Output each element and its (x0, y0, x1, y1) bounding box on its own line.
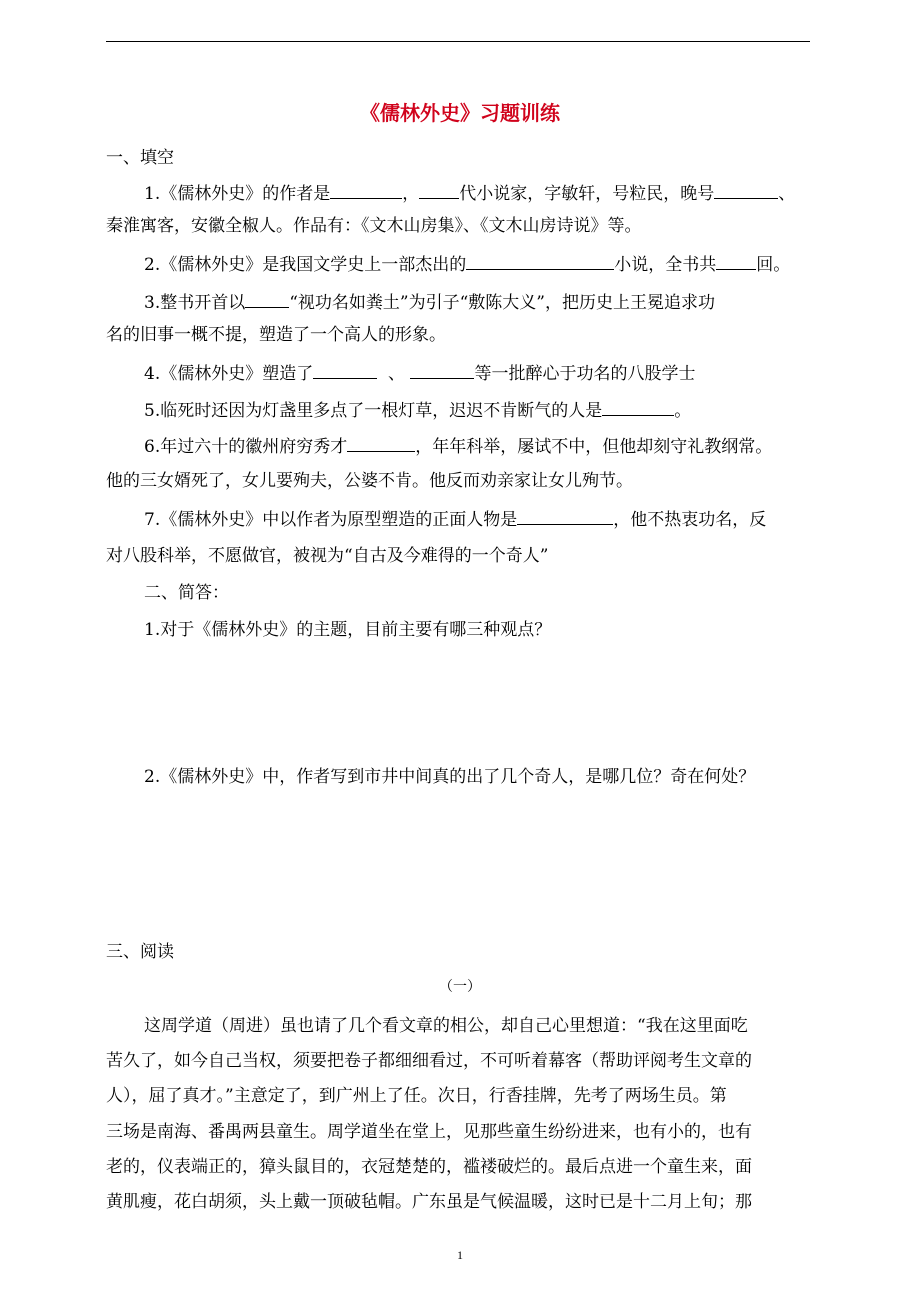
answer-blank[interactable] (517, 507, 613, 525)
question-text: 、 (778, 184, 796, 204)
answer-blank[interactable] (419, 181, 459, 199)
answer-blank[interactable] (602, 398, 674, 416)
question-1-line-1 (144, 181, 795, 206)
question-text: ，他不热衷功名，反 (613, 510, 767, 530)
question-text: 1.《儒林外史》的作者是 (144, 184, 331, 204)
question-text: 6.年过六十的徽州府穷秀才 (144, 437, 348, 457)
question-text: 代小说家，字敏轩，号粒民，晚号 (459, 184, 715, 204)
question-text: ，年年科举，屡试不中，但他却刻守礼教纲常。 (415, 437, 773, 457)
question-7-line-2: 对八股科举，不愿做官，被视为“自古及今难得的一个奇人” (106, 546, 549, 566)
header-rule (106, 41, 810, 42)
question-text: 7.《儒林外史》中以作者为原型塑造的正面人物是 (144, 510, 518, 530)
question-4 (144, 361, 695, 386)
question-text: “视功名如粪土”为引子“敷陈大义”，把历史上王冕追求功 (289, 293, 715, 313)
question-text: 。 (674, 401, 692, 421)
answer-blank[interactable] (410, 361, 474, 379)
answer-blank[interactable] (245, 290, 289, 308)
question-text: 回。 (756, 255, 791, 275)
page-number: 1 (457, 1248, 463, 1262)
answer-blank[interactable] (714, 181, 778, 199)
passage-line: 人），屈了真才。”主意定了，到广州上了任。次日，行香挂牌，先考了两场生员。第 (106, 1086, 727, 1106)
question-3-line-2: 名的旧事一概不提，塑造了一个高人的形象。 (106, 325, 446, 345)
passage-line: 苦久了，如今自己当权，须要把卷子都细细看过，不可听着幕客（帮助评阅考生文章的 (106, 1051, 752, 1071)
question-6-line-2: 他的三女婿死了，女儿要殉夫，公婆不肯。他反而劝亲家让女儿殉节。 (106, 471, 633, 491)
short-answer-question-2: 2.《儒林外史》中，作者写到市井中间真的出了几个奇人，是哪几位？奇在何处？ (144, 767, 756, 787)
question-text: 等一批醉心于功名的八股学士 (474, 364, 696, 384)
answer-blank[interactable] (347, 434, 415, 452)
answer-blank[interactable] (716, 252, 756, 270)
question-text: 2.《儒林外史》是我国文学史上一部杰出的 (144, 255, 467, 275)
answer-blank[interactable] (313, 361, 377, 379)
question-5 (144, 398, 691, 423)
short-answer-question-1: 1.对于《儒林外史》的主题，目前主要有哪三种观点？ (144, 620, 552, 640)
passage-number: （一） (439, 979, 481, 995)
answer-blank[interactable] (330, 181, 402, 199)
section-heading-reading: 三、阅读 (106, 942, 174, 962)
question-text: 、 (388, 364, 406, 384)
section-heading-fill-blank: 一、填空 (106, 148, 174, 168)
passage-line: 黄肌瘦，花白胡须，头上戴一顶破毡帽。广东虽是气候温暖，这时已是十二月上旬；那 (106, 1192, 752, 1212)
passage-line: 三场是南海、番禺两县童生。周学道坐在堂上，见那些童生纷纷进来，也有小的，也有 (106, 1122, 752, 1142)
question-text: 4.《儒林外史》塑造了 (144, 364, 314, 384)
question-text: ， (402, 184, 420, 204)
question-text: 3.整书开首以 (144, 293, 246, 313)
question-text: 5.临死时还因为灯盏里多点了一根灯草，迟迟不肯断气的人是 (144, 401, 603, 421)
question-3-line-1 (144, 290, 715, 315)
page-title: 《儒林外史》习题训练 (360, 101, 560, 125)
question-text: 小说，全书共 (614, 255, 717, 275)
question-1-line-2: 秦淮寓客，安徽全椒人。作品有：《文木山房集》、《文木山房诗说》等。 (106, 216, 642, 236)
passage-line: 这周学道（周进）虽也请了几个看文章的相公，却自己心里想道：“我在这里面吃 (144, 1016, 748, 1036)
question-2 (144, 252, 790, 277)
section-heading-short-answer: 二、简答： (144, 583, 229, 603)
question-7-line-1 (144, 507, 766, 532)
passage-line: 老的，仪表端正的，獐头鼠目的，衣冠楚楚的，褴褛破烂的。最后点进一个童生来，面 (106, 1157, 752, 1177)
question-6-line-1 (144, 434, 772, 459)
answer-blank[interactable] (466, 252, 614, 270)
